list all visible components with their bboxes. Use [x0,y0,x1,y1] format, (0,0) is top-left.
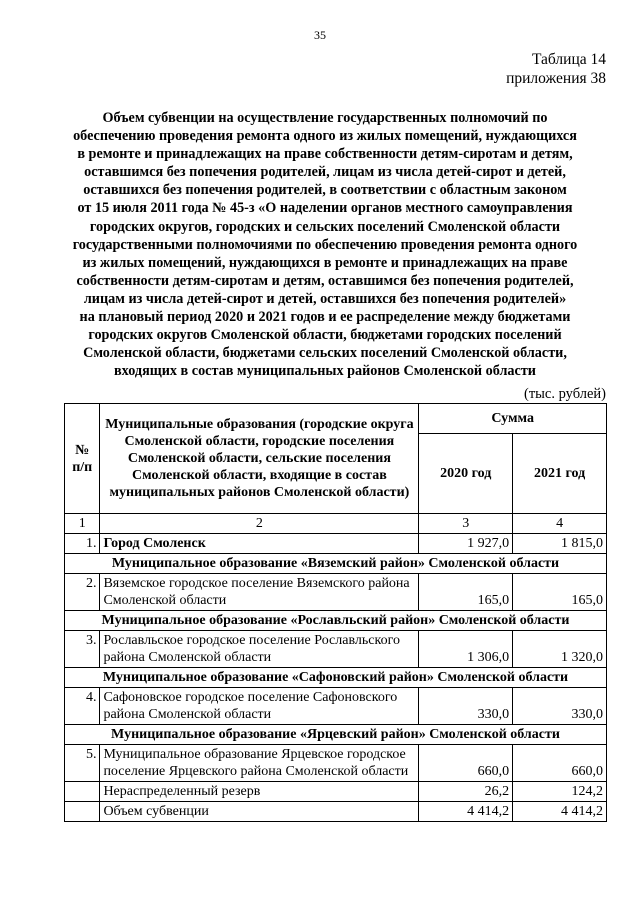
caption-table-number: Таблица 14 [531,51,606,68]
title-line: лицам из числа детей-сирот и детей, оставшихся без попечения родителей» [83,290,567,307]
row-number: 2. [65,574,100,611]
municipality-name: Сафоновское городское поселение Сафоновского района Смоленской области [100,688,419,725]
region-header-row [65,668,607,688]
region-name: Муниципальное образование «Сафоновский район» Смоленской области [65,668,607,688]
value-2021: 124,2 [513,782,607,802]
column-number: 3 [419,514,513,534]
table-row [65,745,607,782]
title-line: собственности детям-сиротам и детям, оставшимся без попечения родителей, [76,272,574,289]
value-2021: 660,0 [513,745,607,782]
value-2021: 1 815,0 [513,534,607,554]
region-name: Муниципальное образование «Вяземский район» Смоленской области [65,554,607,574]
header-municipality: Муниципальные образования (городские округа Смоленской области, городские поселения Смоленской области, сельские поселения Смоленской области, входящие в состав муниципальных районов Смоленской области) [100,404,419,514]
municipality-name: Муниципальное образование Ярцевское городское поселение Ярцевского района Смоленской области [100,745,419,782]
municipality-name: Рославльское городское поселение Рославльского района Смоленской области [100,631,419,668]
total-label: Объем субвенции [100,802,419,822]
row-number-empty [65,782,100,802]
table-row [65,631,607,668]
column-number: 1 [65,514,100,534]
title-line: городских округов Смоленской области, бюджетами городских поселений [88,327,562,344]
municipality-name: Вяземское городское поселение Вяземского района Смоленской области [100,574,419,611]
value-2021: 1 320,0 [513,631,607,668]
total-2020: 4 414,2 [419,802,513,822]
title-line: входящих в состав муниципальных районов Смоленской области [114,363,536,380]
title-line: оставшихся без попечения родителей, в соответствии с областным законом [83,182,567,199]
table-row [65,688,607,725]
region-header-row [65,554,607,574]
table-header-row [65,404,607,434]
header-sum: Сумма [419,404,607,434]
value-2020: 330,0 [419,688,513,725]
value-2020: 660,0 [419,745,513,782]
title-line: от 15 июля 2011 года № 45-з «О наделении органов местного самоуправления [77,200,573,217]
title-line: Смоленской области, бюджетами сельских поселений Смоленской области, [83,345,567,362]
title-line: Объем субвенции на осуществление государственных полномочий по [102,110,548,126]
value-2020: 165,0 [419,574,513,611]
column-number-row [65,514,607,534]
column-number: 4 [513,514,607,534]
header-number: № п/п [65,404,100,514]
title-line: из жилых помещений, нуждающихся в ремонте и принадлежащих на праве [82,254,568,271]
row-number: 4. [65,688,100,725]
table-caption [506,50,606,88]
title-line: государственными полномочиями по обеспечению проведения ремонта одного [72,236,578,253]
value-2021: 165,0 [513,574,607,611]
value-2021: 330,0 [513,688,607,725]
municipality-name: Город Смоленск [100,534,419,554]
caption-appendix-number: приложения 38 [506,70,606,87]
total-2021: 4 414,2 [513,802,607,822]
region-header-row [65,611,607,631]
table-row [65,574,607,611]
reserve-label: Нераспределенный резерв [100,782,419,802]
title-line: обеспечению проведения ремонта одного из жилых помещений, нуждающихся [73,128,577,145]
region-name: Муниципальное образование «Ярцевский район» Смоленской области [65,725,607,745]
row-number: 5. [65,745,100,782]
page-number: 35 [314,28,326,42]
region-header-row [65,725,607,745]
units-label: (тыс. рублей) [524,386,606,402]
title-line: в ремонте и принадлежащих на праве собственности детям-сиротам и детям, [77,146,573,163]
subvention-table [64,403,607,822]
title-line: на плановый период 2020 и 2021 годов и ее распределение между бюджетами [79,309,571,326]
header-year-2020: 2020 год [419,434,513,514]
row-number: 1. [65,534,100,554]
column-number: 2 [100,514,419,534]
title-line: городских округов, городских и сельских поселений Смоленской области [89,218,561,235]
document-title [55,109,595,380]
table-row [65,782,607,802]
value-2020: 26,2 [419,782,513,802]
row-number: 3. [65,631,100,668]
value-2020: 1 927,0 [419,534,513,554]
value-2020: 1 306,0 [419,631,513,668]
total-row [65,802,607,822]
region-name: Муниципальное образование «Рославльский район» Смоленской области [65,611,607,631]
header-year-2021: 2021 год [513,434,607,514]
table-row [65,534,607,554]
title-line: оставшимся без попечения родителей, лицам из числа детей-сирот и детей, [84,164,566,181]
row-number-empty [65,802,100,822]
